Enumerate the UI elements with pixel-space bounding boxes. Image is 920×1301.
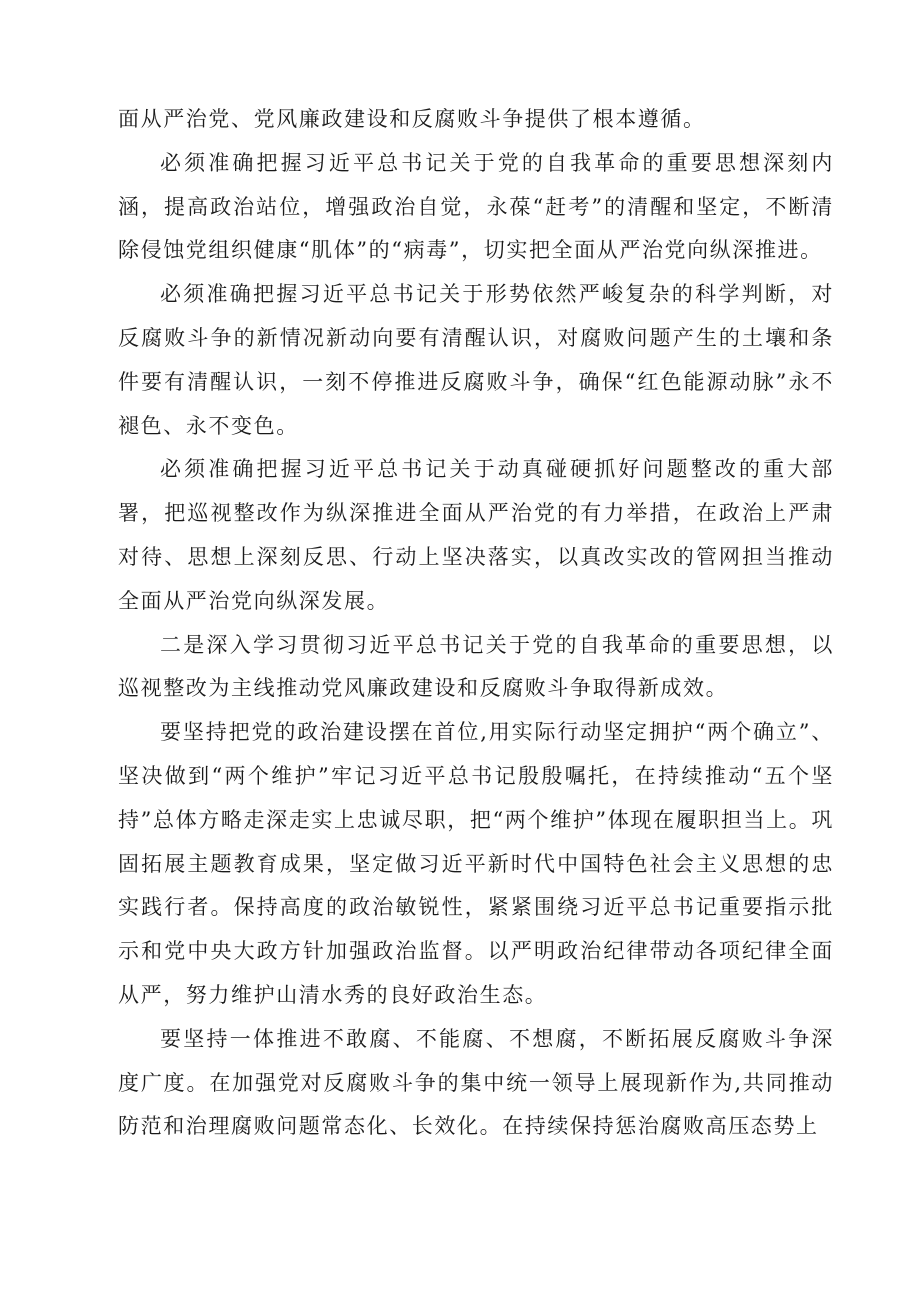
paragraph-section-two: 二是深入学习贯彻习近平总书记关于党的自我革命的重要思想，以巡视整改为主线推动党风廉政建设和反腐败斗争取得新成效。 xyxy=(118,632,834,701)
paragraph-rectification-deployment: 必须准确把握习近平总书记关于动真碰硬抓好问题整改的重大部署，把巡视整改作为纵深推进全面从严治党的有力举措，在政治上严肃对待、思想上深刻反思、行动上坚决落实，以真改实改的管网担当推动全面从严治党向纵深发展。 xyxy=(118,457,834,613)
paragraph-self-revolution: 必须准确把握习近平总书记关于党的自我革命的重要思想深刻内涵，提高政治站位，增强政治自觉，永葆“赶考”的清醒和坚定，不断清除侵蚀党组织健康“肌体”的“病毒”，切实把全面从严治党向纵深推进。 xyxy=(118,150,834,263)
document-body xyxy=(118,98,834,1149)
paragraph-situation-judgment: 必须准确把握习近平总书记关于形势依然严峻复杂的科学判断，对反腐败斗争的新情况新动向要有清醒认识，对腐败问题产生的土壤和条件要有清醒认识，一刻不停推进反腐败斗争，确保“红色能源动脉”永不褪色、永不变色。 xyxy=(118,282,834,438)
paragraph-anti-corruption: 要坚持一体推进不敢腐、不能腐、不想腐，不断拓展反腐败斗争深度广度。在加强党对反腐败斗争的集中统一领导上展现新作为,共同推动防范和治理腐败问题常态化、长效化。在持续保持惩治腐败高压态势上 xyxy=(118,1026,834,1139)
paragraph-continuation: 面从严治党、党风廉政建设和反腐败斗争提供了根本遵循。 xyxy=(118,107,706,131)
paragraph-political-building: 要坚持把党的政治建设摆在首位,用实际行动坚定拥护“两个确立”、坚决做到“两个维护”牢记习近平总书记殷殷嘱托，在持续推动“五个坚持”总体方略走深走实上忠诚尽职，把“两个维护”体现在履职担当上。巩固拓展主题教育成果，坚定做习近平新时代中国特色社会主义思想的忠实践行者。保持高度的政治敏锐性，紧紧围绕习近平总书记重要指示批示和党中央大政方针加强政治监督。以严明政治纪律带动各项纪律全面从严，努力维护山清水秀的良好政治生态。 xyxy=(118,720,834,1007)
